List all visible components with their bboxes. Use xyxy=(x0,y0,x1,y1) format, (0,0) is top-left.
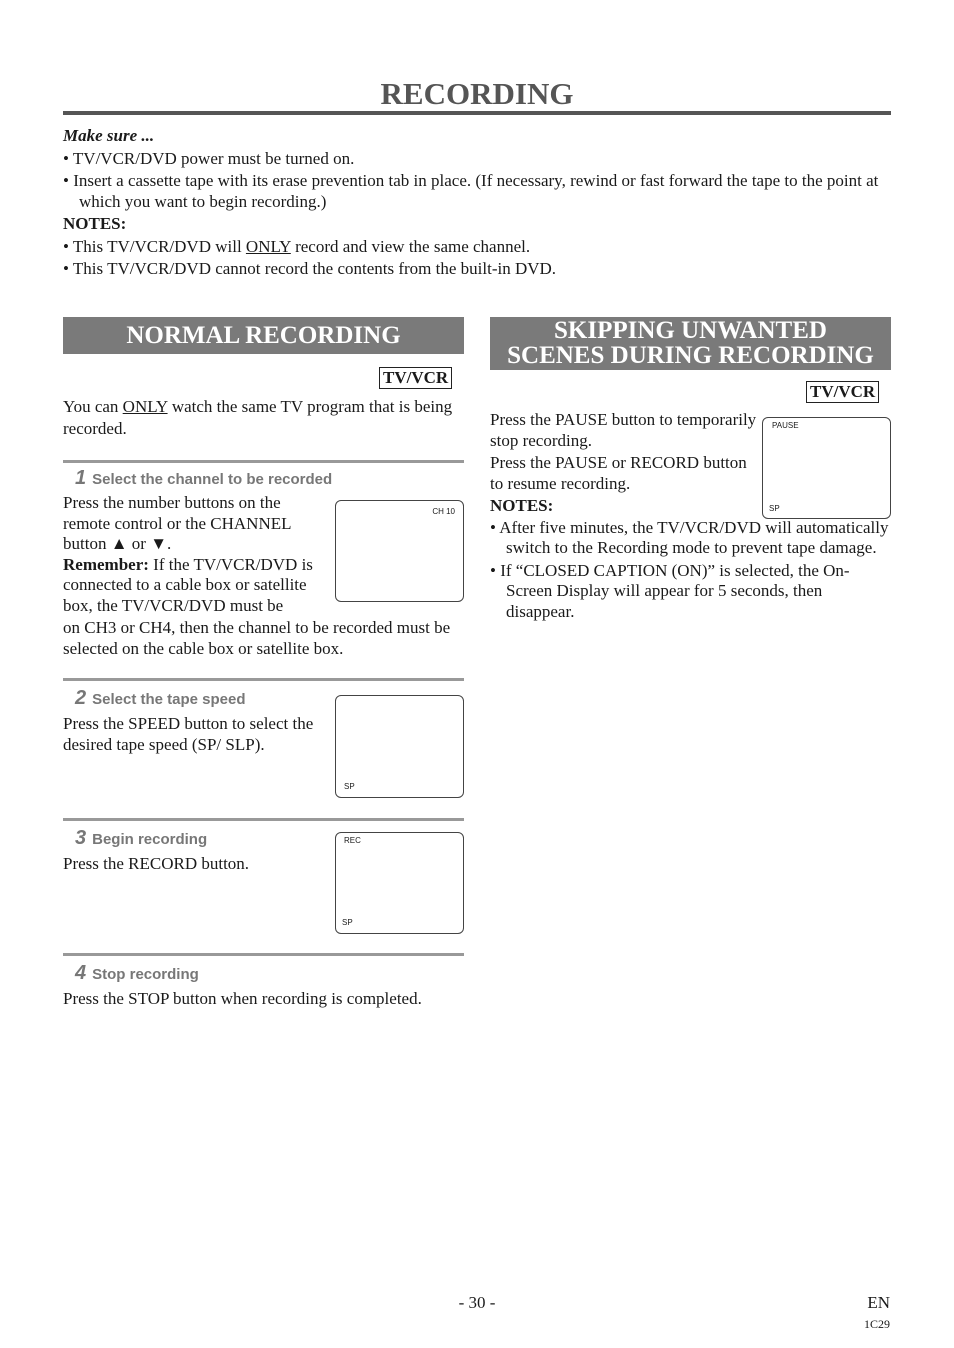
osd-speed-text: SP xyxy=(344,782,355,791)
step-3-text: Press the RECORD button. xyxy=(63,854,250,873)
step-number: 3 xyxy=(75,827,87,849)
make-sure-label: Make sure ... xyxy=(63,126,155,145)
note-text: If “CLOSED CAPTION (ON)” is selected, the On-Screen Display will appear for 5 seconds, then disappear. xyxy=(500,560,850,621)
step-title: Begin recording xyxy=(92,831,208,848)
normal-recording-intro xyxy=(63,396,458,440)
step-heading xyxy=(63,688,246,710)
step-number: 2 xyxy=(75,687,87,709)
step-heading xyxy=(63,468,332,490)
note-bullet: • If “CLOSED CAPTION (ON)” is selected, the On-Screen Display will appear for 5 seconds, then disappear. xyxy=(490,560,850,621)
osd-speed-text: SP xyxy=(769,504,780,513)
skipping-heading-line: SCENES DURING RECORDING xyxy=(507,342,874,369)
notes-label: NOTES: xyxy=(63,214,127,233)
osd-speed-text: SP xyxy=(342,918,353,927)
step-text: or xyxy=(127,534,151,553)
intro-text: watch the same TV program that is being recorded. xyxy=(63,397,453,438)
resume-instruction: Press the PAUSE or RECORD button to resume recording. xyxy=(490,453,747,493)
remember-label: Remember: xyxy=(63,554,149,574)
intro-bullet-text: TV/VCR/DVD power must be turned on. xyxy=(72,148,355,168)
pause-instruction: Press the PAUSE button to temporarily stop recording. xyxy=(490,410,757,450)
step-1-text xyxy=(63,493,331,616)
language-code: EN xyxy=(867,1293,890,1312)
step-divider xyxy=(63,460,464,463)
note-text: record and view the same channel. xyxy=(290,236,531,256)
note-text: This TV/VCR/DVD cannot record the contents from the built-in DVD. xyxy=(72,259,557,278)
osd-screen-record xyxy=(335,832,464,934)
step-heading xyxy=(63,963,199,985)
skipping-scenes-heading xyxy=(490,317,891,370)
osd-channel-text: CH 10 xyxy=(432,507,455,516)
step-text: . xyxy=(167,534,172,553)
note-text: This TV/VCR/DVD will xyxy=(72,236,246,256)
note-emphasis: ONLY xyxy=(245,236,291,256)
tv-vcr-badge: TV/VCR xyxy=(806,381,879,403)
intro-section xyxy=(63,126,891,282)
notes-label: NOTES: xyxy=(490,496,554,515)
tv-vcr-badge: TV/VCR xyxy=(379,367,452,389)
note-bullet: • After five minutes, the TV/VCR/DVD will automatically switch to the Recording mode to prevent tape damage. xyxy=(490,517,889,557)
up-arrow-icon: ▲ xyxy=(110,534,128,553)
normal-recording-heading: NORMAL RECORDING xyxy=(63,317,464,354)
page-title: RECORDING xyxy=(380,76,574,111)
step-4-text: Press the STOP button when recording is completed. xyxy=(63,989,422,1008)
page-number: - 30 - xyxy=(458,1293,496,1312)
skipping-heading-line: SKIPPING UNWANTED xyxy=(554,317,827,344)
step-title: Stop recording xyxy=(92,966,199,983)
down-arrow-icon: ▼ xyxy=(150,534,168,553)
note-bullet: • This TV/VCR/DVD will ONLY record and view the same channel. xyxy=(63,236,531,256)
intro-bullet-text: Insert a cassette tape with its erase prevention tab in place. (If necessary, rewind or fast forward the tape to the point at which you want to begin recording.) xyxy=(73,171,879,211)
step-text: Press the number buttons on the remote control or the CHANNEL button xyxy=(63,493,291,553)
intro-bullet: • Insert a cassette tape with its erase prevention tab in place. (If necessary, rewind or fast forward the tape to the point at which you want to begin recording.) xyxy=(63,171,879,211)
step-number: 1 xyxy=(75,467,87,489)
remember-text-continued: on CH3 or CH4, then the channel to be recorded must be selected on the cable box or satellite box. xyxy=(63,618,451,658)
osd-screen-channel xyxy=(335,500,464,602)
step-divider xyxy=(63,678,464,681)
step-2-text: Press the SPEED button to select the desired tape speed (SP/ SLP). xyxy=(63,714,314,754)
remember-text: If the TV/VCR/DVD is connected to a cable box or satellite box, the TV/VCR/DVD must be xyxy=(63,554,313,615)
osd-screen-speed xyxy=(335,695,464,798)
note-bullet: • This TV/VCR/DVD cannot record the contents from the built-in DVD. xyxy=(63,259,557,278)
step-divider xyxy=(63,818,464,821)
intro-text: You can xyxy=(63,397,123,416)
step-number: 4 xyxy=(75,962,87,984)
skipping-section-body xyxy=(490,410,891,622)
intro-bullet: • TV/VCR/DVD power must be turned on. xyxy=(63,148,355,168)
step-title: Select the channel to be recorded xyxy=(92,471,333,488)
document-code: 1C29 xyxy=(863,1317,890,1331)
step-title: Select the tape speed xyxy=(92,691,246,708)
title-divider xyxy=(63,111,891,115)
osd-rec-text: REC xyxy=(344,836,361,845)
intro-emphasis: ONLY xyxy=(122,397,168,416)
step-divider xyxy=(63,953,464,956)
osd-pause-text: PAUSE xyxy=(772,421,799,430)
note-text: After five minutes, the TV/VCR/DVD will automatically switch to the Recording mode to prevent tape damage. xyxy=(499,517,889,557)
step-heading xyxy=(63,828,207,850)
